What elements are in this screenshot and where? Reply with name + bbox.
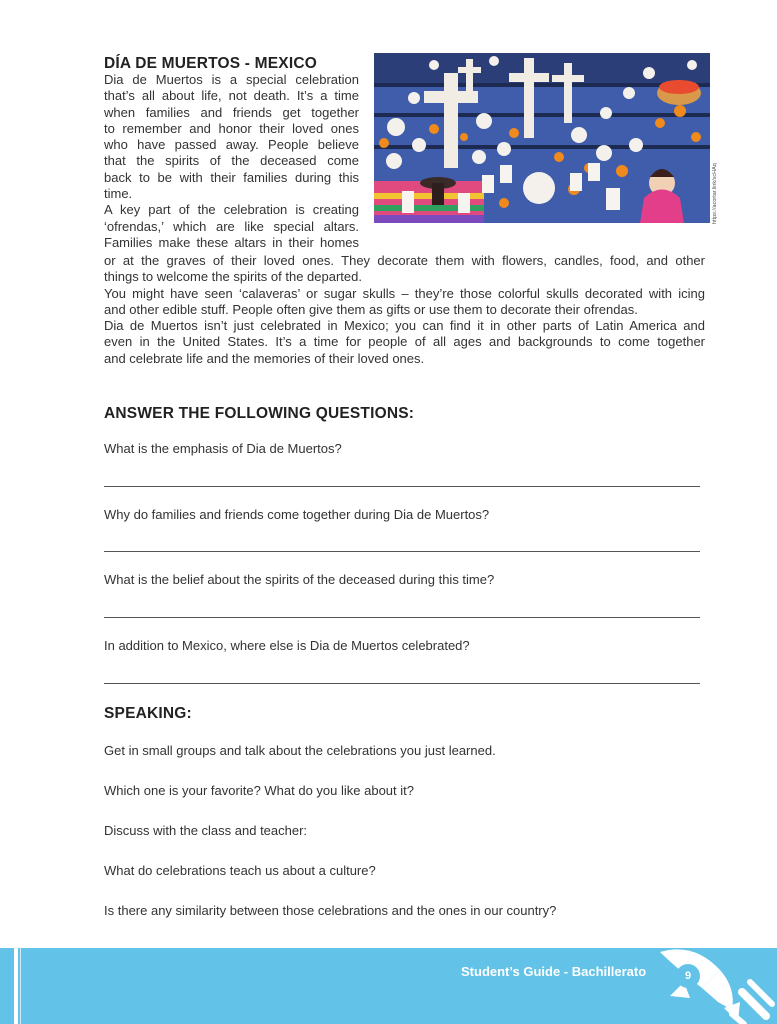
question-item: Why do families and friends come together during Dia de Muertos? [104, 507, 490, 522]
article-continued [104, 253, 705, 367]
rocket-icon [654, 948, 777, 1024]
speaking-item: Discuss with the class and teacher: [104, 823, 308, 838]
text-line: A key part of the celebration is creating [104, 202, 359, 218]
text-line: time. [104, 186, 133, 202]
page-number: 9 [676, 964, 700, 988]
text-line: that’s all about life, not death. It’s a time [104, 88, 359, 104]
ofrenda-illustration [374, 53, 710, 223]
text-line: Dia de Muertos is a special celebration [104, 72, 359, 87]
questions-title: ANSWER THE FOLLOWING QUESTIONS: [104, 405, 415, 422]
speaking-item: Get in small groups and talk about the celebrations you just learned. [104, 743, 496, 758]
text-line: to remember and honor their loved ones [104, 120, 359, 136]
text-line: things to welcome the spirits of the departed. [104, 269, 362, 285]
text-line: ‘ofrendas,’ which are like special altars. [104, 218, 359, 234]
text-line: Dia de Muertos isn’t just celebrated in Mexico; you can find it in other parts of Latin America and [104, 318, 705, 334]
speaking-item: Is there any similarity between those celebrations and the ones in our country? [104, 903, 557, 918]
answer-line[interactable] [104, 486, 700, 487]
guide-label: Student’s Guide - Bachillerato [461, 964, 647, 979]
footer-stripe [20, 948, 21, 1024]
answer-line[interactable] [104, 683, 700, 684]
text-line: Families make these altars in their homes [104, 234, 359, 250]
question-item: What is the belief about the spirits of the deceased during this time? [104, 572, 495, 587]
text-line: who have passed away. People believe [104, 137, 359, 153]
speaking-item: What do celebrations teach us about a culture? [104, 863, 376, 878]
question-item: In addition to Mexico, where else is Dia de Muertos celebrated? [104, 638, 470, 653]
footer-stripe [14, 948, 18, 1024]
text-line: even in the United States. It’s a time for people of all ages and backgrounds to come together [104, 334, 705, 350]
photo-credit: https://acortar.link/xcHAq [712, 163, 718, 224]
question-item: What is the emphasis of Dia de Muertos? [104, 441, 342, 456]
text-line: when families and friends get together [104, 104, 359, 120]
article-intro [104, 72, 359, 251]
speaking-item: Which one is your favorite? What do you like about it? [104, 783, 414, 798]
text-line: that the spirits of the deceased come [104, 153, 359, 169]
answer-line[interactable] [104, 617, 700, 618]
text-line: and celebrate life and the memories of their loved ones. [104, 350, 425, 366]
ofrenda-photo [374, 53, 710, 223]
answer-line[interactable] [104, 551, 700, 552]
text-line: or at the graves of their loved ones. They decorate them with flowers, candles, food, and other [104, 253, 705, 268]
speaking-title: SPEAKING: [104, 705, 192, 722]
text-line: and other edible stuff. People often give them as gifts or use them to decorate their ofrendas. [104, 301, 638, 317]
text-line: You might have seen ‘calaveras’ or sugar skulls – they’re those colorful skulls decorated with icing [104, 285, 705, 301]
article-title: DÍA DE MUERTOS - MEXICO [104, 55, 318, 72]
text-line: back to be with their families during this [104, 169, 359, 185]
